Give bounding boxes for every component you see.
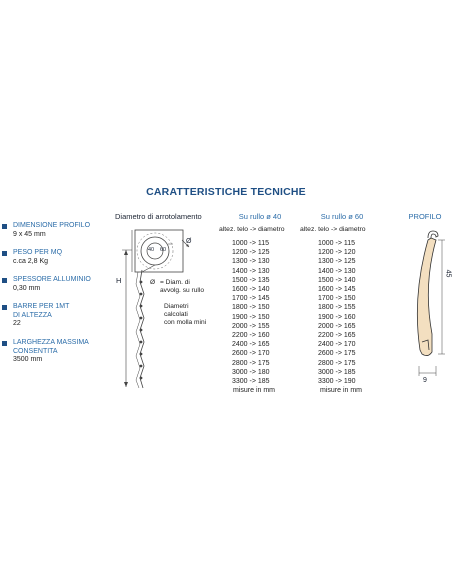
spec-item-bars (2, 303, 112, 329)
bullet-square (2, 341, 7, 346)
spec-item-thickness (2, 276, 112, 293)
col60-row: 2200 -> 165 (318, 332, 356, 340)
spec-label: BARRE PER 1MT DI ALTEZZA (13, 303, 70, 319)
col60-row: 2800 -> 175 (318, 359, 356, 367)
col40-footer: misure in mm (233, 387, 276, 394)
diameter-symbol-top: Ø (186, 238, 192, 245)
bullet-square (2, 278, 7, 283)
spec-value: 9 x 45 mm (13, 230, 46, 238)
col60-row: 1900 -> 160 (318, 313, 356, 321)
profile-drawing (398, 226, 452, 388)
col40-row: 1200 -> 125 (232, 249, 270, 257)
profile-height-dim: 45 (444, 269, 452, 278)
col40-row: 3000 -> 180 (232, 368, 270, 376)
col40-row: 3300 -> 185 (232, 378, 270, 386)
col60-footer: misure in mm (320, 387, 363, 394)
col40-row: 1300 -> 130 (232, 258, 270, 266)
col40-row: 1400 -> 130 (232, 267, 270, 275)
col60-table (318, 239, 356, 386)
spec-label: SPESSORE ALLUMINIO (13, 276, 91, 283)
spec-label: DIMENSIONE PROFILO (13, 222, 91, 229)
spec-value: 3500 mm (13, 356, 43, 363)
col60-row: 1200 -> 120 (318, 249, 356, 257)
col60-row: 1500 -> 140 (318, 276, 356, 284)
spec-item-max-width (2, 339, 112, 365)
diagram-heading: Diametro di arrotolamento (115, 212, 202, 221)
specs-list (0, 222, 115, 372)
spec-value: 22 (13, 320, 21, 327)
spec-label: PESO PER MQ (13, 249, 63, 256)
col40-row: 1900 -> 150 (232, 313, 270, 321)
col40-table (232, 239, 270, 386)
col40-row: 1000 -> 115 (232, 240, 270, 247)
diameter-symbol: Ø (150, 279, 156, 286)
col60-subheading: altez. telo -> diametro (300, 226, 366, 233)
h-label: H (116, 276, 122, 285)
col60-row: 1800 -> 155 (318, 304, 356, 312)
col60-row: 1000 -> 115 (318, 240, 356, 247)
col60-row: 3300 -> 190 (318, 378, 356, 386)
spec-value: c.ca 2,8 Kg (13, 257, 49, 265)
col40-row: 2000 -> 155 (232, 322, 270, 330)
col40-row: 1500 -> 135 (232, 276, 270, 284)
bullet-square (2, 305, 7, 310)
col40-row: 2800 -> 175 (232, 359, 270, 367)
calculated-note: Diametri calcolati con molla mini (164, 303, 207, 327)
bullet-square (2, 251, 7, 256)
bullet-square (2, 224, 7, 229)
col40-row: 2600 -> 170 (232, 350, 270, 358)
roll-label-40: 40 (148, 247, 155, 253)
spec-value: 0,30 mm (13, 284, 41, 292)
spec-label: LARGHEZZA MASSIMA CONSENTITA (13, 339, 89, 355)
diameter-note: = Diam. di avvolg. su rullo (160, 279, 204, 295)
page-title: CARATTERISTICHE TECNICHE (146, 186, 306, 198)
col60-row: 3000 -> 185 (318, 368, 356, 376)
spec-item-dimension (2, 222, 112, 239)
col60-row: 2600 -> 175 (318, 350, 356, 358)
col40-row: 1600 -> 140 (232, 286, 270, 294)
col40-row: 2400 -> 165 (232, 341, 270, 349)
col60-row: 2400 -> 170 (318, 341, 356, 349)
col40-row: 1700 -> 145 (232, 295, 270, 303)
col60-row: 2000 -> 165 (318, 322, 356, 330)
roll-label-60: 60 (160, 247, 167, 253)
profile-heading: PROFILO (408, 212, 442, 221)
col60-row: 1600 -> 145 (318, 286, 356, 294)
col60-row: 1400 -> 130 (318, 267, 356, 275)
spec-item-weight (2, 249, 112, 266)
col40-row: 1800 -> 150 (232, 304, 270, 312)
col40-subheading: altez. telo -> diametro (219, 226, 285, 233)
col60-row: 1700 -> 150 (318, 295, 356, 303)
col40-heading: Su rullo ø 40 (238, 212, 282, 221)
profile-width-dim: 9 (423, 377, 427, 384)
col60-row: 1300 -> 125 (318, 258, 356, 266)
col60-heading: Su rullo ø 60 (320, 212, 364, 221)
col40-row: 2200 -> 160 (232, 332, 270, 340)
